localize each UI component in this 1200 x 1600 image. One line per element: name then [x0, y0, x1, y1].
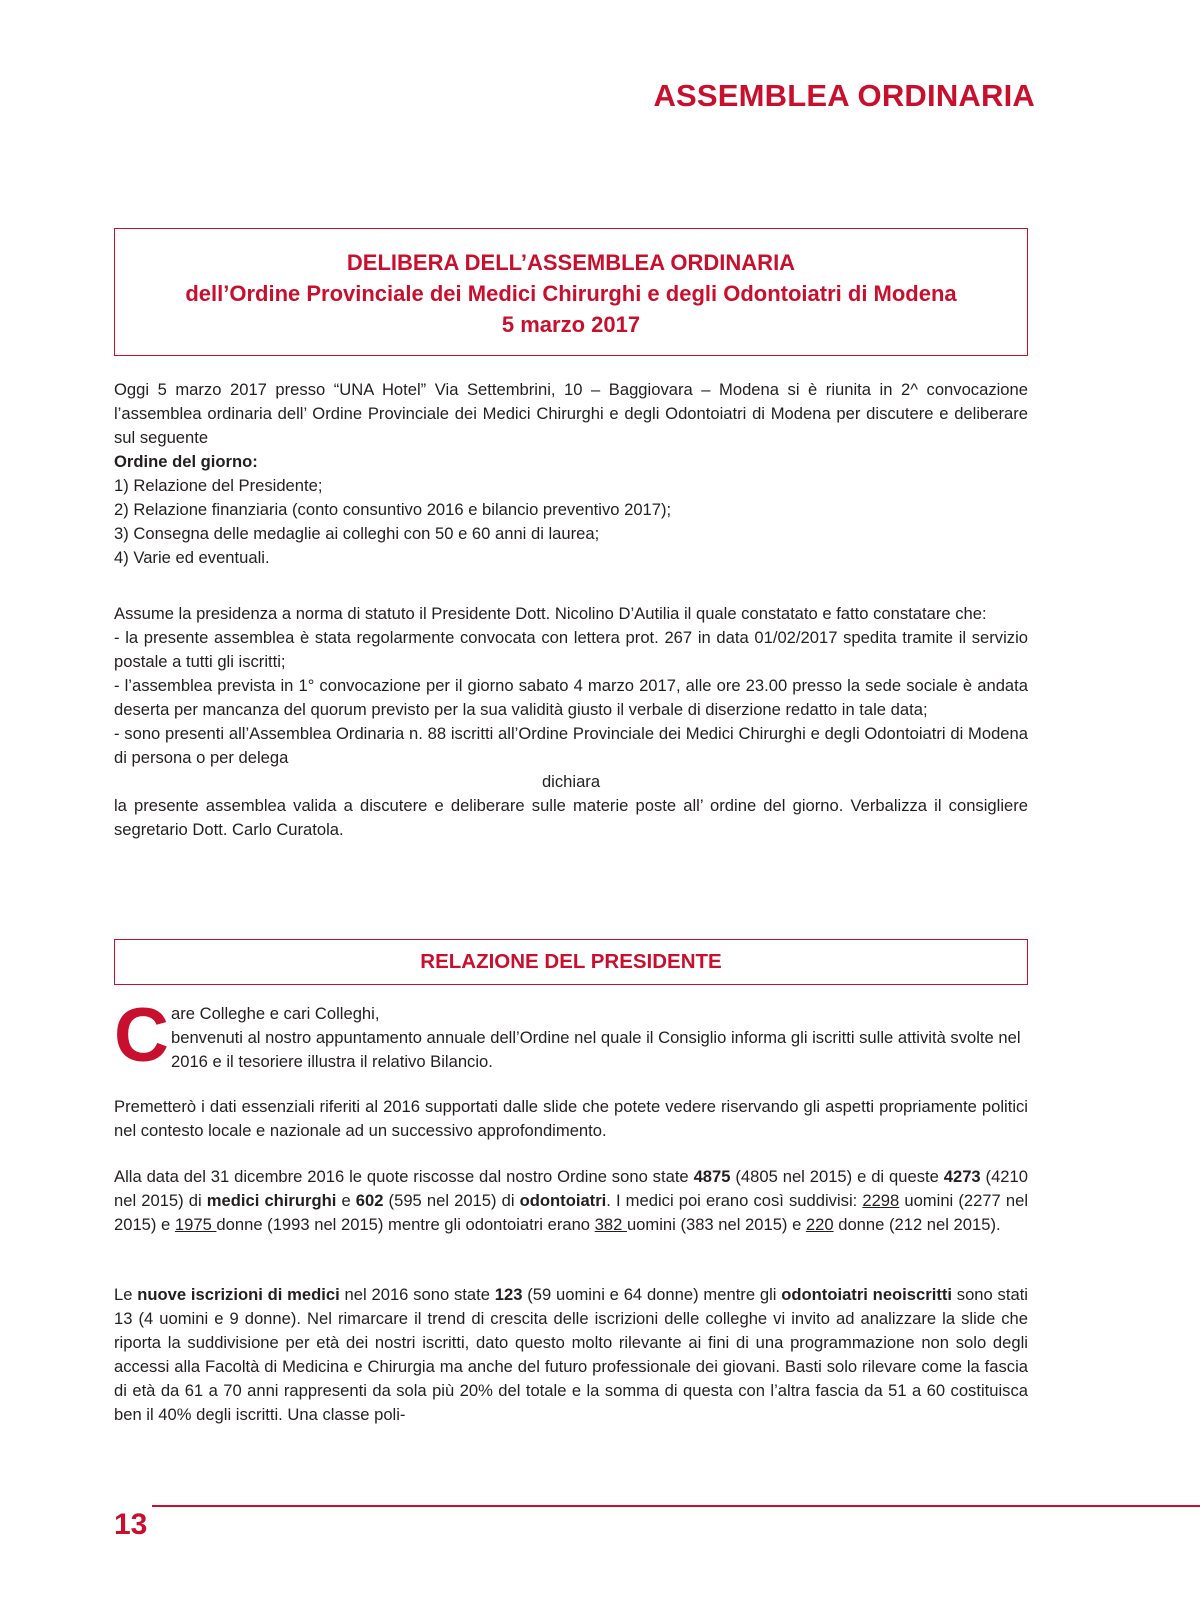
- premettero-paragraph: Premetterò i dati essenziali riferiti al 2016 supportati dalle slide che potete vedere riservando gli aspetti propriamente politici nel contesto locale e nazionale ad un successivo approfondimento.: [114, 1097, 1028, 1140]
- page-title: ASSEMBLEA ORDINARIA: [653, 78, 1035, 113]
- nuove-iscrizioni-section: [114, 1283, 1028, 1427]
- delibera-subtitle: dell’Ordine Provinciale dei Medici Chirurghi e degli Odontoiatri di Modena: [185, 281, 957, 306]
- presidenza-bullet: - la presente assemblea è stata regolarmente convocata con lettera prot. 267 in data 01/02/2017 spedita tramite il servizio postale a tutti gli iscritti;: [114, 628, 1028, 671]
- dichiara-text: dichiara: [541, 772, 601, 791]
- quote-paragraph: Alla data del 31 dicembre 2016 le quote riscosse dal nostro Ordine sono state 4875 (4805 nel 2015) e di queste 4273 (4210 nel 2015) di medici chirurghi e 602 (595 nel 2015) di odontoiatri. I medici poi erano così suddivisi: 2298 uomini (2277 nel 2015) e 1975 donne (1993 nel 2015) mentre gli odontoiatri erano 382 uomini (383 nel 2015) e 220 donne (212 nel 2015).: [114, 1167, 1029, 1234]
- presidenza-section: [114, 602, 1028, 842]
- delibera-date: 5 marzo 2017: [501, 312, 641, 337]
- intro-section: [114, 378, 1028, 570]
- presidenza-bullet: - sono presenti all’Assemblea Ordinaria n. 88 iscritti all’Ordine Provinciale dei Medici Chirurghi e degli Odontoiatri di Modena di persona o per delega: [114, 724, 1028, 767]
- welcome-paragraph: benvenuti al nostro appuntamento annuale dell’Ordine nel quale il Consiglio informa gli iscritti sulle attività svolte nel 2016 e il tesoriere illustra il relativo Bilancio.: [171, 1028, 1021, 1071]
- greeting: are Colleghe e cari Colleghi,: [171, 1004, 380, 1023]
- agenda-item: 3) Consegna delle medaglie ai colleghi con 50 e 60 anni di laurea;: [114, 524, 600, 543]
- nuove-iscrizioni-paragraph: Le nuove iscrizioni di medici nel 2016 sono state 123 (59 uomini e 64 donne) mentre gli odontoiatri neoiscritti sono stati 13 (4 uomini e 9 donne). Nel rimarcare il trend di crescita delle iscrizioni delle colleghe vi invito ad analizzare la slide che riporta la suddivisione per età dei nostri iscritti, dato questo molto rilevante ai fini di una programmazione non solo degli accessi alla Facoltà di Medicina e Chirurgia ma anche del futuro professionale dei giovani. Basti solo rilevare come la fascia di età da 61 a 70 anni rappresenti da sola più 20% del totale e la somma di questa con l’altra fascia da 51 a 60 costituisca ben il 40% degli iscritti. Una classe poli-: [114, 1285, 1028, 1424]
- presidenza-paragraph: Assume la presidenza a norma di statuto il Presidente Dott. Nicolino D’Autilia il quale constatato e fatto constatare che:: [114, 604, 987, 623]
- relazione-title-box: [114, 939, 1028, 985]
- intro-paragraph: Oggi 5 marzo 2017 presso “UNA Hotel” Via Settembrini, 10 – Baggiovara – Modena si è riunita in 2^ convocazione l’assemblea ordinaria dell’ Ordine Provinciale dei Medici Chirurghi e degli Odontoiatri di Modena per discutere e deliberare sul seguente: [114, 380, 1028, 447]
- relazione-opening: [114, 993, 1028, 1078]
- quote-section: [114, 1165, 1028, 1237]
- delibera-title-box: [114, 228, 1028, 356]
- footer-divider: [152, 1505, 1200, 1507]
- premettero-section: [114, 1095, 1028, 1143]
- agenda-title: Ordine del giorno:: [114, 452, 258, 471]
- presidenza-conclusion: la presente assemblea valida a discutere e deliberare sulle materie poste all’ ordine del giorno. Verbalizza il consigliere segretario Dott. Carlo Curatola.: [114, 796, 1028, 839]
- agenda-item: 4) Varie ed eventuali.: [114, 548, 270, 567]
- agenda-item: 1) Relazione del Presidente;: [114, 476, 323, 495]
- relazione-title: RELAZIONE DEL PRESIDENTE: [420, 950, 722, 973]
- presidenza-bullet: - l’assemblea prevista in 1° convocazione per il giorno sabato 4 marzo 2017, alle ore 23.00 presso la sede sociale è andata deserta per mancanza del quorum previsto per la sua validità giusto il verbale di diserzione redatto in tale data;: [114, 676, 1028, 719]
- page-number: 13: [114, 1508, 148, 1541]
- drop-cap: C: [114, 993, 169, 1078]
- delibera-title: DELIBERA DELL’ASSEMBLEA ORDINARIA: [346, 250, 796, 275]
- agenda-item: 2) Relazione finanziaria (conto consuntivo 2016 e bilancio preventivo 2017);: [114, 500, 672, 519]
